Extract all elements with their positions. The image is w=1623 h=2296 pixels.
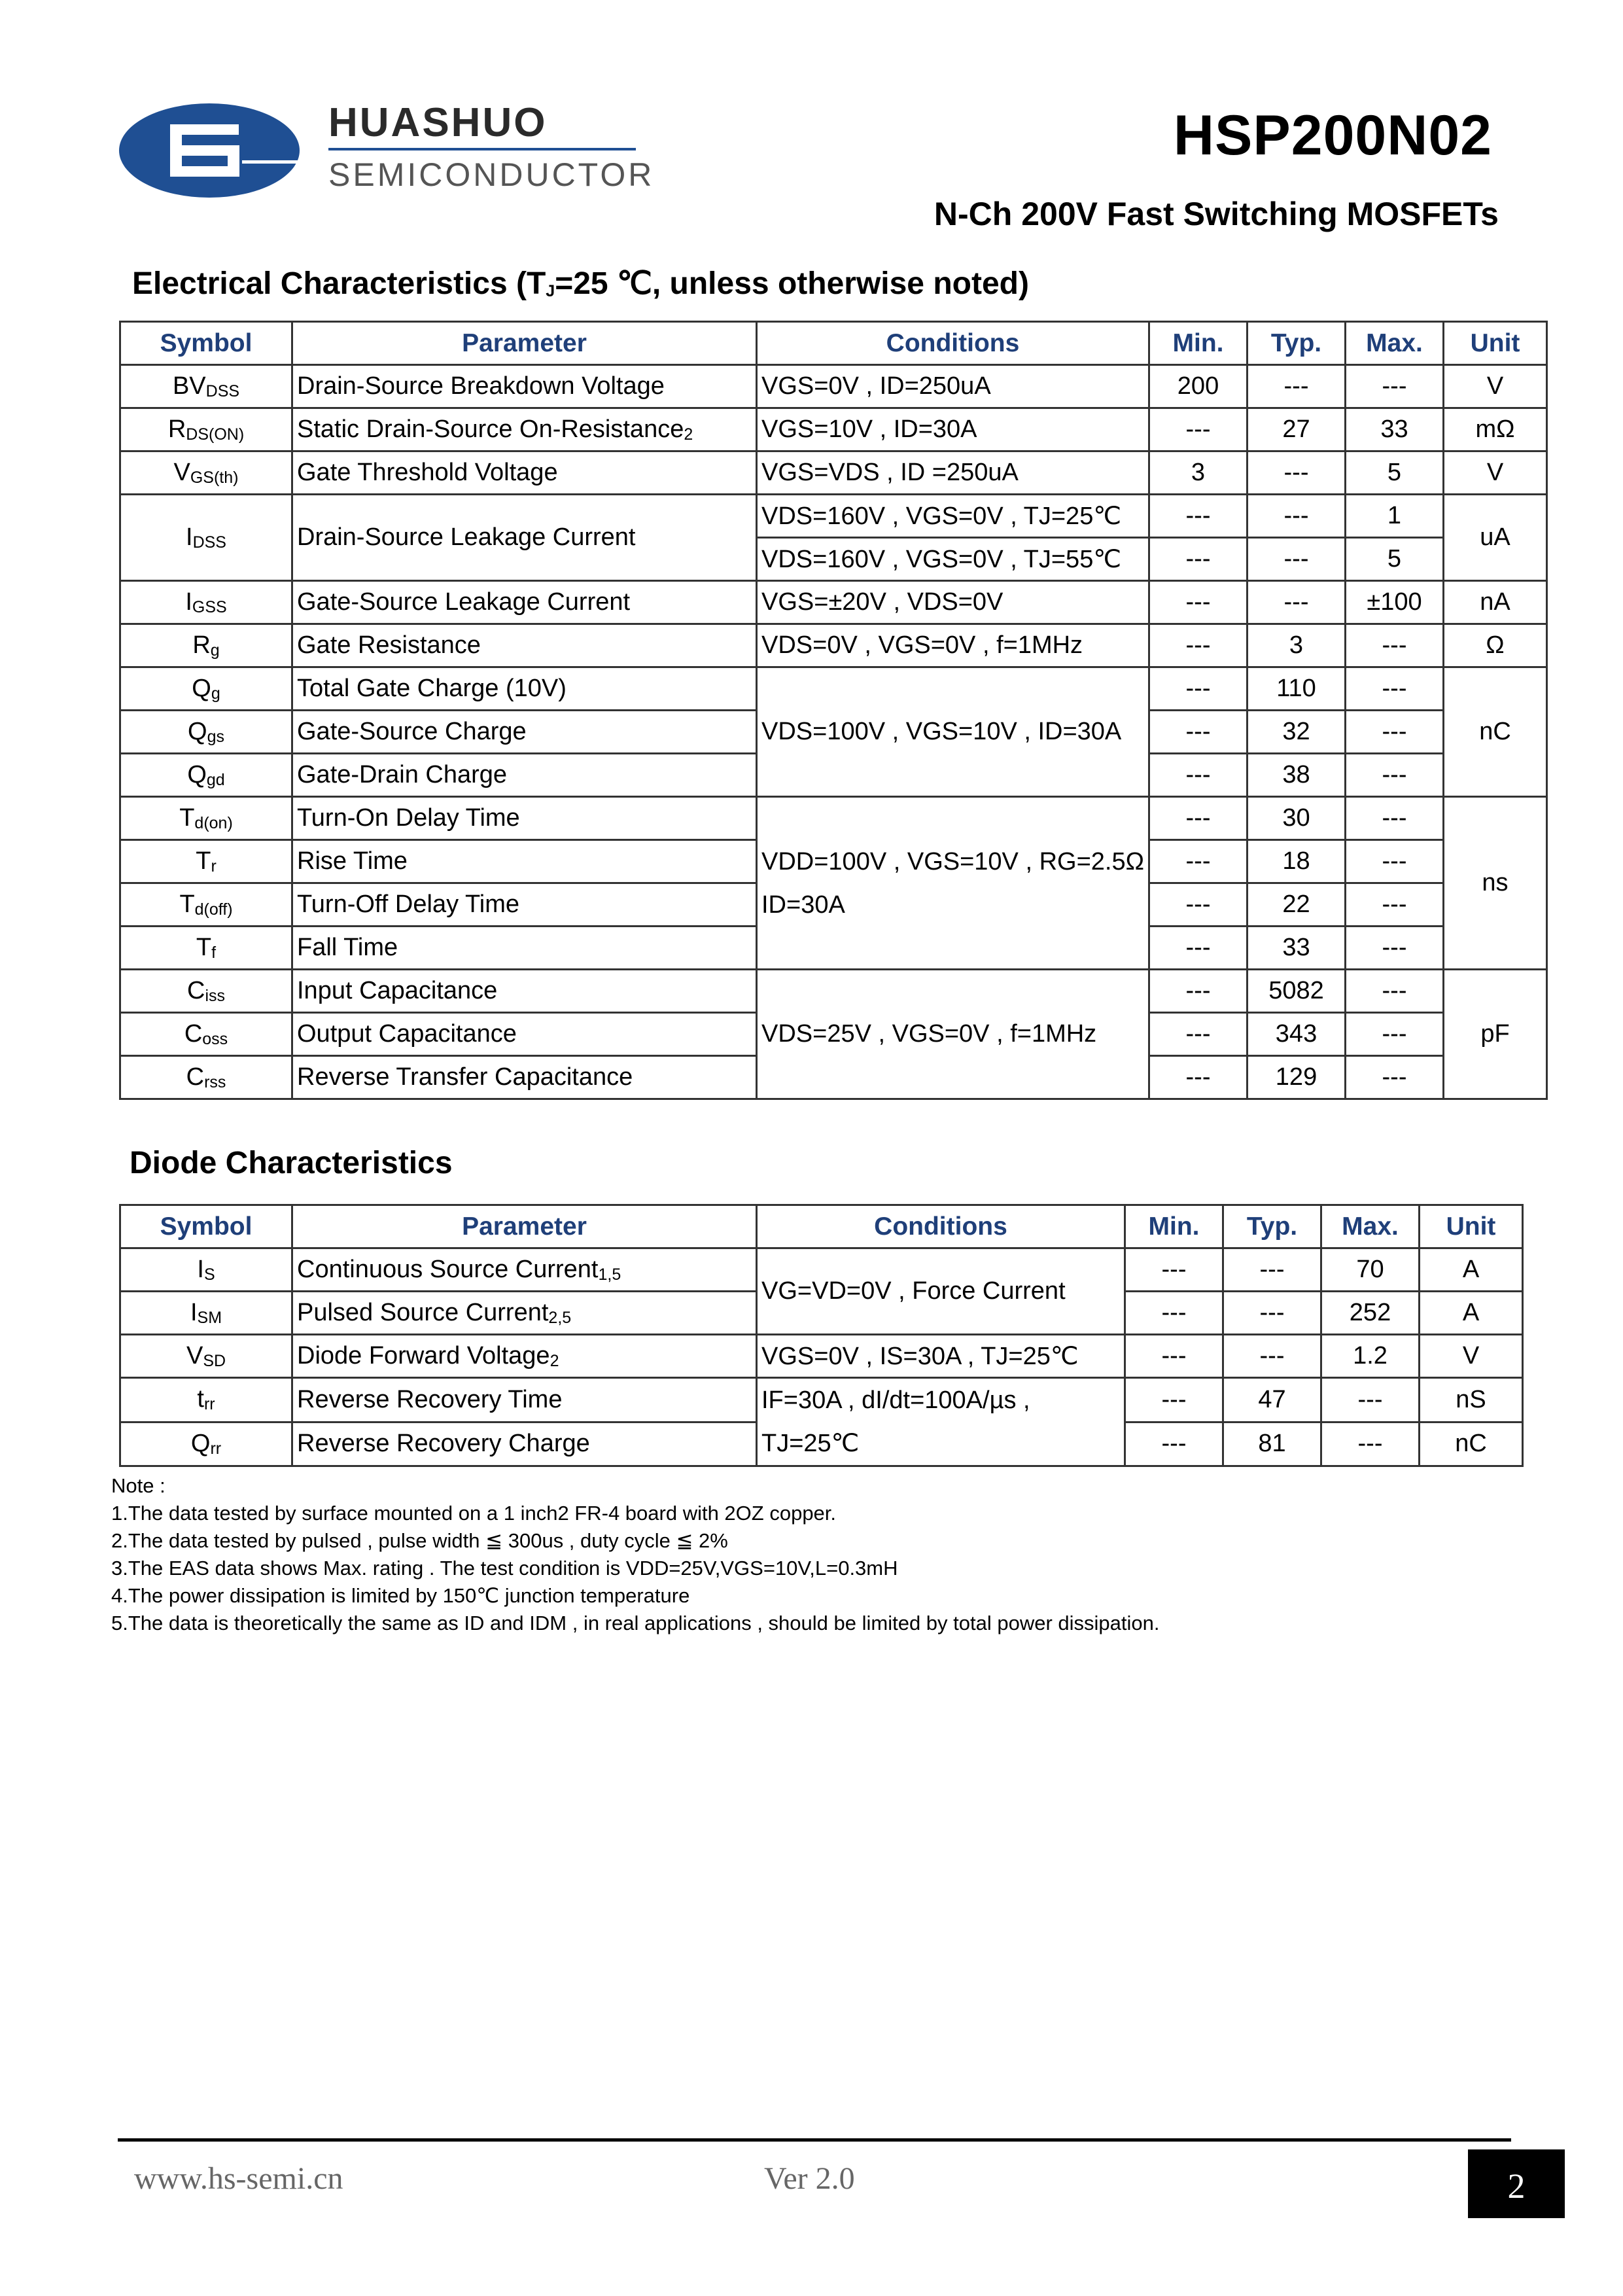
footer-divider xyxy=(118,2138,1511,2142)
table-row xyxy=(120,451,1547,495)
typ-cell: --- xyxy=(1248,365,1346,408)
note-4: 4.The power dissipation is limited by 150℃ junction temperature xyxy=(111,1584,690,1607)
header-symbol: Symbol xyxy=(120,1205,292,1248)
header-parameter: Parameter xyxy=(292,322,757,365)
typ-cell: 343 xyxy=(1248,1013,1346,1056)
conditions-cell: VGS=0V , IS=30A , TJ=25℃ xyxy=(757,1335,1125,1378)
typ-cell: --- xyxy=(1248,495,1346,538)
max-cell: 5 xyxy=(1346,451,1444,495)
document-subtitle: N-Ch 200V Fast Switching MOSFETs xyxy=(934,196,1499,232)
unit-cell: pF xyxy=(1444,970,1547,1099)
notes xyxy=(111,1472,1160,1637)
symbol-cell: $R_g$ xyxy=(120,624,292,667)
conditions-cell: VGS=10V , ID=30A xyxy=(757,408,1149,451)
symbol-cell: $t_{rr}$ xyxy=(120,1378,292,1422)
min-cell: --- xyxy=(1149,711,1248,754)
typ-cell: 27 xyxy=(1248,408,1346,451)
footer-version: Ver 2.0 xyxy=(764,2161,855,2196)
max-cell: --- xyxy=(1321,1378,1420,1422)
max-cell: 1.2 xyxy=(1321,1335,1420,1378)
header-conditions: Conditions xyxy=(757,322,1149,365)
min-cell: --- xyxy=(1149,754,1248,797)
parameter-cell: Gate-Source Leakage Current xyxy=(292,581,757,624)
header-unit: Unit xyxy=(1420,1205,1523,1248)
parameter-cell: Gate Threshold Voltage xyxy=(292,451,757,495)
symbol-cell: $Q_{gd}$ xyxy=(120,754,292,797)
unit-cell: nC xyxy=(1444,667,1547,797)
min-cell: --- xyxy=(1149,495,1248,538)
table-row xyxy=(120,1248,1523,1292)
unit-cell: ns xyxy=(1444,797,1547,970)
unit-cell: A xyxy=(1420,1248,1523,1292)
table-row xyxy=(120,624,1547,667)
company-subtitle: SEMICONDUCTOR xyxy=(328,156,655,193)
symbol-cell: $T_f$ xyxy=(120,927,292,970)
table-row xyxy=(120,1335,1523,1378)
symbol-cell: $I_{DSS}$ xyxy=(120,495,292,581)
min-cell: --- xyxy=(1125,1378,1223,1422)
table-row xyxy=(120,365,1547,408)
table-row xyxy=(120,581,1547,624)
note-3: 3.The EAS data shows Max. rating . The test condition is VDD=25V,VGS=10V,L=0.3mH xyxy=(111,1557,898,1580)
symbol-cell: $I_{GSS}$ xyxy=(120,581,292,624)
electrical-title: Electrical Characteristics ($T_J=25$ ℃, unless otherwise noted) xyxy=(132,266,1029,301)
typ-cell: 18 xyxy=(1248,840,1346,883)
company-name: HUASHUO xyxy=(328,100,548,145)
company-logo xyxy=(118,98,654,203)
typ-cell: --- xyxy=(1223,1292,1321,1335)
min-cell: 3 xyxy=(1149,451,1248,495)
unit-cell: V xyxy=(1444,451,1547,495)
header-unit: Unit xyxy=(1444,322,1547,365)
typ-cell: 47 xyxy=(1223,1378,1321,1422)
electrical-table xyxy=(119,321,1548,1100)
note-5: 5.The data is theoretically the same as ID and IDM , in real applications , should be limited by total power dissipation. xyxy=(111,1612,1160,1634)
max-cell: --- xyxy=(1346,711,1444,754)
parameter-cell: Fall Time xyxy=(292,927,757,970)
header-max: Max. xyxy=(1346,322,1444,365)
min-cell: --- xyxy=(1149,538,1248,581)
parameter-cell: Reverse Recovery Charge xyxy=(292,1422,757,1466)
unit-cell: V xyxy=(1444,365,1547,408)
parameter-cell: Turn-On Delay Time xyxy=(292,797,757,840)
unit-cell: nS xyxy=(1420,1378,1523,1422)
logo-divider xyxy=(328,148,636,150)
min-cell: 200 xyxy=(1149,365,1248,408)
typ-cell: 3 xyxy=(1248,624,1346,667)
parameter-cell: Pulsed Source Current$_{2,5}$ xyxy=(292,1292,757,1335)
conditions-cell: VDS=100V , VGS=10V , ID=30A xyxy=(757,667,1149,797)
symbol-cell: $V_{GS(th)}$ xyxy=(120,451,292,495)
header-min: Min. xyxy=(1125,1205,1223,1248)
diode-title: Diode Characteristics xyxy=(130,1146,453,1180)
min-cell: --- xyxy=(1149,581,1248,624)
conditions-cell: VG=VD=0V , Force Current xyxy=(757,1248,1125,1335)
min-cell: --- xyxy=(1149,840,1248,883)
symbol-cell: $R_{DS(ON)}$ xyxy=(120,408,292,451)
page-number: 2 xyxy=(1468,2149,1565,2218)
table-row xyxy=(120,408,1547,451)
conditions-cell: VDS=160V , VGS=0V , TJ=55℃ xyxy=(757,538,1149,581)
symbol-cell: $C_{oss}$ xyxy=(120,1013,292,1056)
parameter-cell: Drain-Source Leakage Current xyxy=(292,495,757,581)
table-row xyxy=(120,970,1547,1013)
min-cell: --- xyxy=(1125,1422,1223,1466)
typ-cell: 110 xyxy=(1248,667,1346,711)
footer-website: www.hs-semi.cn xyxy=(134,2161,343,2196)
symbol-cell: $T_{d(off)}$ xyxy=(120,883,292,927)
max-cell: --- xyxy=(1346,1013,1444,1056)
parameter-cell: Rise Time xyxy=(292,840,757,883)
header-typ: Typ. xyxy=(1248,322,1346,365)
conditions-cell: VDD=100V , VGS=10V , RG=2.5Ω ID=30A xyxy=(757,797,1149,970)
symbol-cell: $Q_g$ xyxy=(120,667,292,711)
symbol-cell: $I_{SM}$ xyxy=(120,1292,292,1335)
min-cell: --- xyxy=(1149,883,1248,927)
typ-cell: --- xyxy=(1248,581,1346,624)
table-row xyxy=(120,495,1547,538)
header-conditions: Conditions xyxy=(757,1205,1125,1248)
typ-cell: 5082 xyxy=(1248,970,1346,1013)
table-header-row xyxy=(120,1205,1523,1248)
parameter-cell: Output Capacitance xyxy=(292,1013,757,1056)
min-cell: --- xyxy=(1149,1056,1248,1099)
min-cell: --- xyxy=(1149,927,1248,970)
max-cell: --- xyxy=(1346,624,1444,667)
conditions-cell: VDS=0V , VGS=0V , f=1MHz xyxy=(757,624,1149,667)
unit-cell: Ω xyxy=(1444,624,1547,667)
table-header-row xyxy=(120,322,1547,365)
symbol-cell: $Q_{gs}$ xyxy=(120,711,292,754)
note-2: 2.The data tested by pulsed , pulse width ≦ 300us , duty cycle ≦ 2% xyxy=(111,1529,728,1552)
conditions-cell: IF=30A , dI/dt=100A/µs , TJ=25℃ xyxy=(757,1378,1125,1466)
max-cell: --- xyxy=(1346,1056,1444,1099)
parameter-cell: Total Gate Charge (10V) xyxy=(292,667,757,711)
unit-cell: A xyxy=(1420,1292,1523,1335)
max-cell: --- xyxy=(1346,365,1444,408)
typ-cell: 22 xyxy=(1248,883,1346,927)
conditions-cell: VGS=±20V , VDS=0V xyxy=(757,581,1149,624)
min-cell: --- xyxy=(1149,408,1248,451)
conditions-cell: VGS=VDS , ID =250uA xyxy=(757,451,1149,495)
diode-table xyxy=(119,1204,1524,1467)
parameter-cell: Turn-Off Delay Time xyxy=(292,883,757,927)
parameter-cell: Gate Resistance xyxy=(292,624,757,667)
min-cell: --- xyxy=(1149,970,1248,1013)
typ-cell: 129 xyxy=(1248,1056,1346,1099)
min-cell: --- xyxy=(1149,624,1248,667)
header-symbol: Symbol xyxy=(120,322,292,365)
typ-cell: --- xyxy=(1223,1248,1321,1292)
typ-cell: --- xyxy=(1248,451,1346,495)
typ-cell: 32 xyxy=(1248,711,1346,754)
symbol-cell: $C_{rss}$ xyxy=(120,1056,292,1099)
typ-cell: 81 xyxy=(1223,1422,1321,1466)
typ-cell: 38 xyxy=(1248,754,1346,797)
unit-cell: V xyxy=(1420,1335,1523,1378)
symbol-cell: $T_{d(on)}$ xyxy=(120,797,292,840)
max-cell: 70 xyxy=(1321,1248,1420,1292)
header-parameter: Parameter xyxy=(292,1205,757,1248)
max-cell: 252 xyxy=(1321,1292,1420,1335)
symbol-cell: $C_{iss}$ xyxy=(120,970,292,1013)
conditions-cell: VDS=25V , VGS=0V , f=1MHz xyxy=(757,970,1149,1099)
symbol-cell: $V_{SD}$ xyxy=(120,1335,292,1378)
parameter-cell: Gate-Drain Charge xyxy=(292,754,757,797)
part-number: HSP200N02 xyxy=(1173,104,1492,167)
symbol-cell: $T_r$ xyxy=(120,840,292,883)
unit-cell: mΩ xyxy=(1444,408,1547,451)
unit-cell: uA xyxy=(1444,495,1547,581)
max-cell: --- xyxy=(1346,667,1444,711)
max-cell: --- xyxy=(1346,883,1444,927)
min-cell: --- xyxy=(1149,667,1248,711)
min-cell: --- xyxy=(1125,1292,1223,1335)
max-cell: ±100 xyxy=(1346,581,1444,624)
max-cell: --- xyxy=(1321,1422,1420,1466)
min-cell: --- xyxy=(1149,1013,1248,1056)
symbol-cell: $I_S$ xyxy=(120,1248,292,1292)
table-row xyxy=(120,667,1547,711)
max-cell: --- xyxy=(1346,754,1444,797)
header-max: Max. xyxy=(1321,1205,1420,1248)
max-cell: --- xyxy=(1346,970,1444,1013)
symbol-cell: $Q_{rr}$ xyxy=(120,1422,292,1466)
header-typ: Typ. xyxy=(1223,1205,1321,1248)
typ-cell: 33 xyxy=(1248,927,1346,970)
parameter-cell: Gate-Source Charge xyxy=(292,711,757,754)
header-min: Min. xyxy=(1149,322,1248,365)
parameter-cell: Diode Forward Voltage$_2$ xyxy=(292,1335,757,1378)
conditions-cell: VDS=160V , VGS=0V , TJ=25℃ xyxy=(757,495,1149,538)
min-cell: --- xyxy=(1149,797,1248,840)
max-cell: 33 xyxy=(1346,408,1444,451)
max-cell: 5 xyxy=(1346,538,1444,581)
max-cell: 1 xyxy=(1346,495,1444,538)
max-cell: --- xyxy=(1346,797,1444,840)
min-cell: --- xyxy=(1125,1248,1223,1292)
min-cell: --- xyxy=(1125,1335,1223,1378)
table-row xyxy=(120,1378,1523,1422)
max-cell: --- xyxy=(1346,840,1444,883)
note-1: 1.The data tested by surface mounted on a 1 inch2 FR-4 board with 2OZ copper. xyxy=(111,1502,837,1525)
table-row xyxy=(120,797,1547,840)
max-cell: --- xyxy=(1346,927,1444,970)
conditions-cell: VGS=0V , ID=250uA xyxy=(757,365,1149,408)
symbol-cell: $BV_{DSS}$ xyxy=(120,365,292,408)
parameter-cell: Continuous Source Current$_{1,5}$ xyxy=(292,1248,757,1292)
unit-cell: nA xyxy=(1444,581,1547,624)
notes-heading: Note : xyxy=(111,1474,166,1497)
parameter-cell: Drain-Source Breakdown Voltage xyxy=(292,365,757,408)
parameter-cell: Input Capacitance xyxy=(292,970,757,1013)
typ-cell: --- xyxy=(1223,1335,1321,1378)
parameter-cell: Static Drain-Source On-Resistance$_2$ xyxy=(292,408,757,451)
unit-cell: nC xyxy=(1420,1422,1523,1466)
parameter-cell: Reverse Recovery Time xyxy=(292,1378,757,1422)
typ-cell: --- xyxy=(1248,538,1346,581)
parameter-cell: Reverse Transfer Capacitance xyxy=(292,1056,757,1099)
typ-cell: 30 xyxy=(1248,797,1346,840)
